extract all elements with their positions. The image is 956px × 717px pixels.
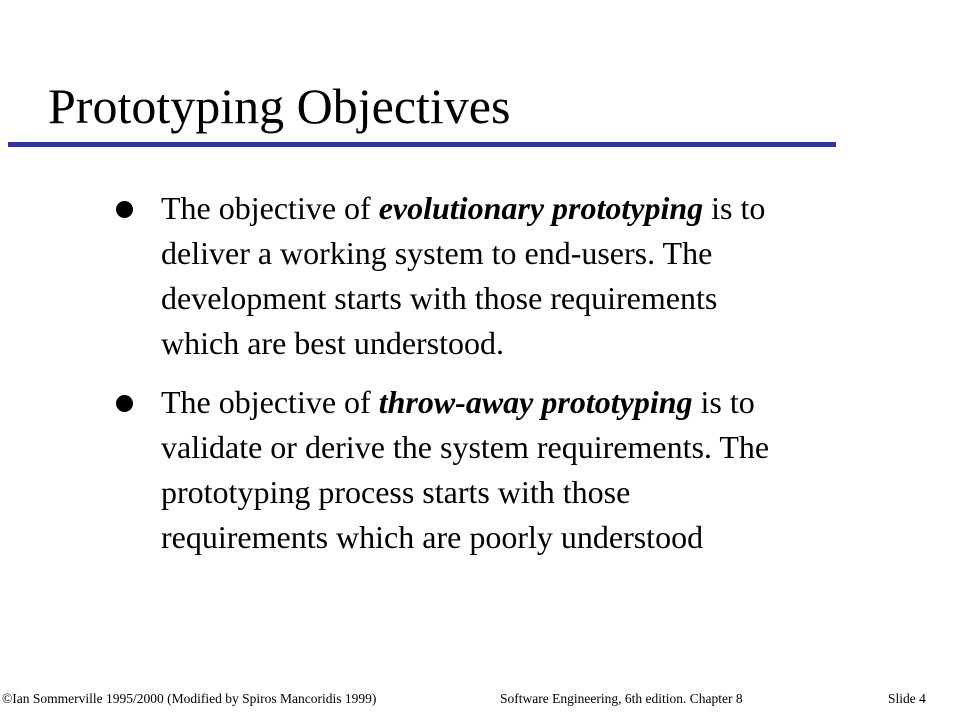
bullet-line (161, 186, 876, 231)
bullet-line: prototyping process starts with those (161, 474, 631, 510)
emphasis-term: throw-away prototyping (378, 384, 693, 420)
bullet-text (161, 186, 876, 366)
footer-book-title: Software Engineering, 6th edition. Chapter 8 (500, 691, 743, 706)
text-run: The objective of (161, 384, 379, 420)
bullet-line: requirements which are poorly understood (161, 519, 704, 555)
bullet-line: development starts with those requirements (161, 280, 718, 316)
title-underline (8, 142, 836, 147)
bullet-text (161, 380, 876, 560)
bullet-dot-icon (116, 395, 133, 412)
bullet-item-throw-away (116, 380, 876, 560)
text-run: is to (703, 190, 766, 226)
bullet-line: which are best understood. (161, 325, 505, 361)
emphasis-term: evolutionary prototyping (378, 190, 704, 226)
footer-copyright: ©Ian Sommerville 1995/2000 (Modified by Spiros Mancoridis 1999) (2, 691, 377, 706)
bullet-item-evolutionary (116, 186, 876, 366)
bullet-line (161, 380, 876, 425)
bullet-line: deliver a working system to end-users. The (161, 235, 713, 271)
text-run: The objective of (161, 190, 379, 226)
bullet-line: validate or derive the system requirements. The (161, 429, 770, 465)
text-run: is to (692, 384, 755, 420)
bullet-list (116, 186, 876, 574)
footer-slide-number: Slide 4 (888, 691, 926, 706)
slide-title: Prototyping Objectives (48, 78, 511, 134)
bullet-dot-icon (116, 201, 133, 218)
